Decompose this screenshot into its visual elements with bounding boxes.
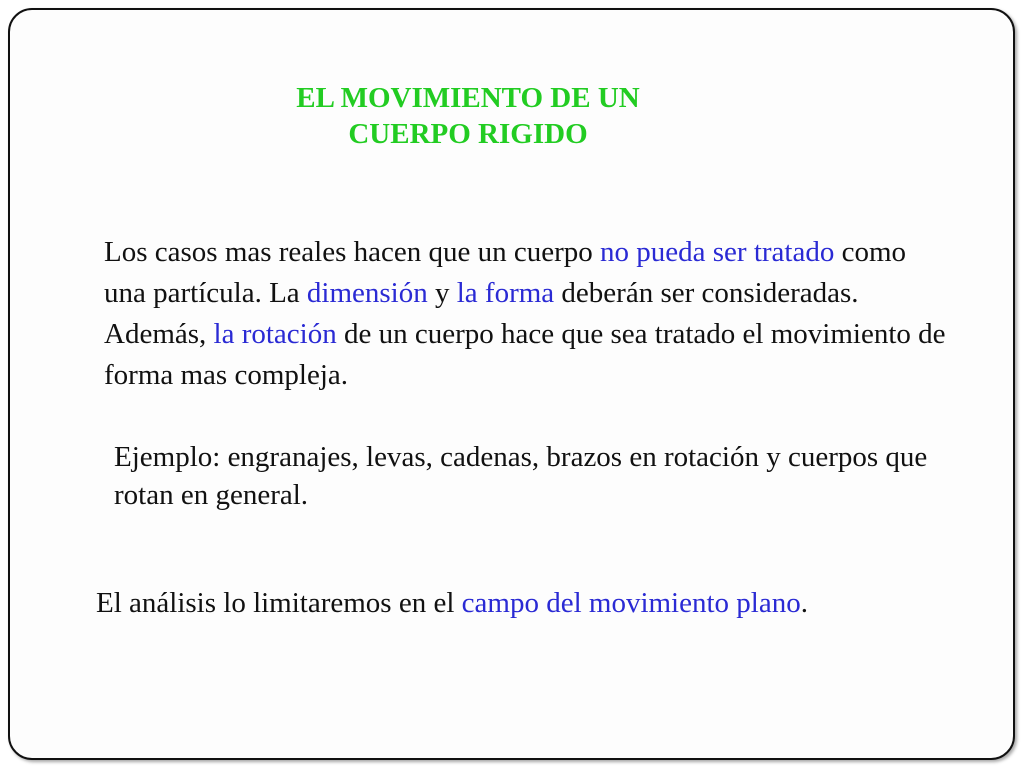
- highlight-campo-movimiento-plano: campo del movimiento plano: [461, 587, 801, 619]
- highlight-la-rotacion: la rotación: [213, 318, 337, 350]
- highlight-la-forma: la forma: [456, 277, 555, 309]
- slide-title: [228, 80, 708, 152]
- conclusion-paragraph: [96, 585, 976, 621]
- title-line-1: EL MOVIMIENTO DE UN: [296, 82, 640, 114]
- intro-text-2: como una partícula. La: [104, 236, 907, 309]
- intro-paragraph: [104, 232, 954, 396]
- intro-text-1: Los casos mas reales hacen que un cuerpo: [104, 236, 601, 268]
- example-paragraph: Ejemplo: engranajes, levas, cadenas, brazos en rotación y cuerpos que rotan en general.: [114, 441, 928, 511]
- intro-text-3: y: [427, 277, 457, 309]
- highlight-dimension: dimensión: [306, 277, 428, 309]
- title-line-2: CUERPO RIGIDO: [348, 118, 588, 150]
- intro-text-5: de un cuerpo hace que sea tratado el movimiento de forma mas compleja.: [104, 318, 946, 391]
- conclusion-text-2: .: [800, 587, 808, 619]
- highlight-no-pueda-ser-tratado: no pueda ser tratado: [600, 236, 835, 268]
- intro-text-4: deberán ser consideradas. Además,: [104, 277, 859, 350]
- conclusion-text-1: El análisis lo limitaremos en el: [96, 587, 462, 619]
